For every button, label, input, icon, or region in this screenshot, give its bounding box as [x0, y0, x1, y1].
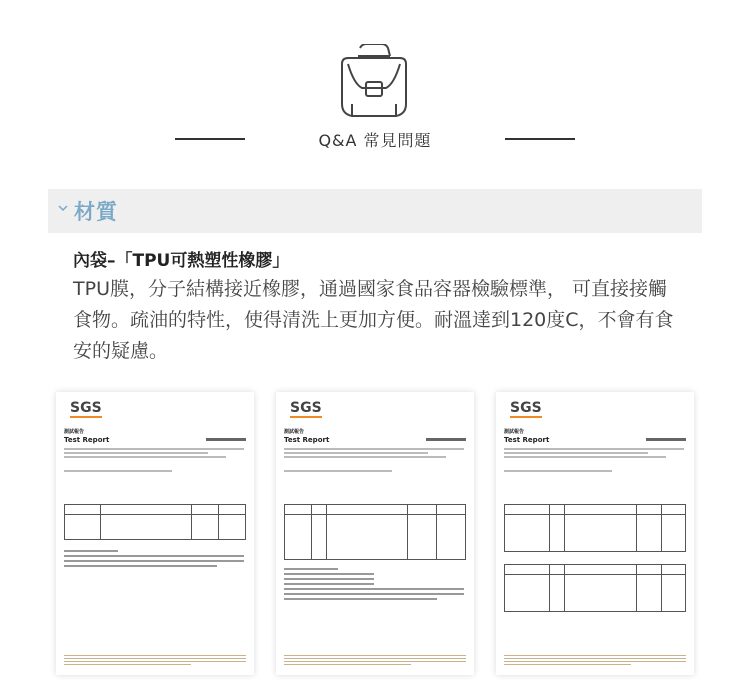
report-code-bar	[646, 438, 686, 441]
report-footer	[284, 655, 466, 667]
report-footer	[504, 655, 686, 667]
report-table	[64, 504, 246, 540]
test-report-image	[496, 392, 694, 675]
right-divider	[505, 138, 575, 140]
report-header-text	[504, 448, 684, 474]
faq-title: Q&A 常見問題	[318, 131, 432, 150]
sgs-logo: SGS	[70, 400, 102, 416]
sgs-logo: SGS	[290, 400, 322, 416]
report-title-en: Test Report	[284, 436, 330, 444]
report-title-cn: 測試報告	[284, 429, 305, 435]
chevron-down-icon[interactable]	[58, 203, 68, 213]
report-title-cn: 測試報告	[64, 429, 85, 435]
material-description: TPU膜，分子結構接近橡膠，通過國家食品容器檢驗標準， 可直接接觸食物。疏油的特性，使得清洗上更加方便。耐溫達到120度C，不會有食安的疑慮。	[73, 278, 674, 362]
report-code-bar	[426, 438, 466, 441]
report-notes	[284, 568, 464, 603]
bag-icon	[340, 44, 408, 120]
section-title[interactable]: 材質	[74, 200, 118, 224]
section-header[interactable]	[48, 189, 702, 233]
report-header-text	[284, 448, 464, 474]
report-table	[284, 504, 466, 560]
sgs-logo: SGS	[510, 400, 542, 416]
report-table	[504, 564, 686, 612]
test-report-image	[276, 392, 474, 675]
report-code-bar	[206, 438, 246, 441]
report-footer	[64, 655, 246, 667]
material-subtitle: 內袋–「TPU可熱塑性橡膠」	[73, 251, 290, 271]
report-table	[504, 504, 686, 552]
test-report-image	[56, 392, 254, 675]
report-title-cn: 測試報告	[504, 429, 525, 435]
report-header-text	[64, 448, 244, 474]
report-title-en: Test Report	[64, 436, 110, 444]
report-notes	[64, 550, 244, 570]
report-title-en: Test Report	[504, 436, 550, 444]
